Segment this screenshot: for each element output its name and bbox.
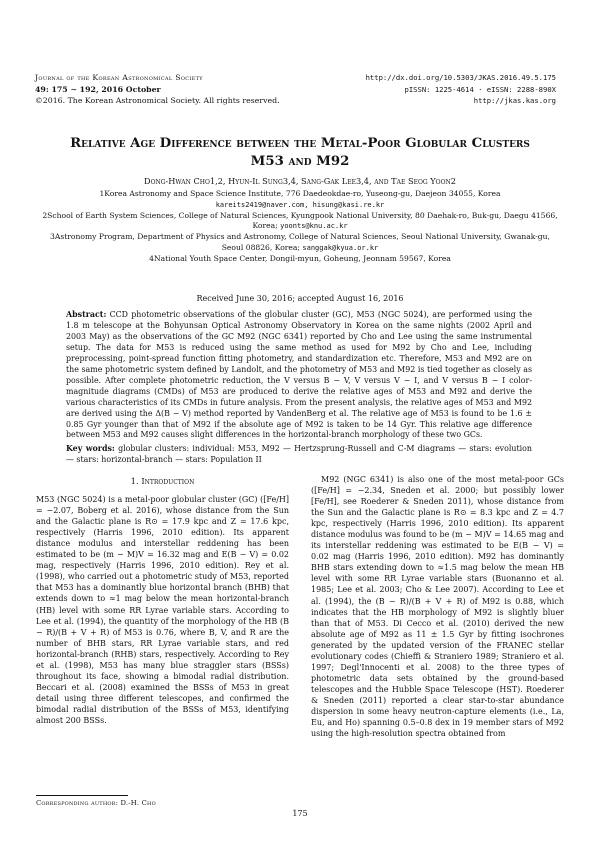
- doi-header: [366, 72, 556, 107]
- author-list: Dong-Hwan Cho1,2, Hyun-Il Sung3,4, Sang-Gak Lee3,4, and Tae Seog Yoon2: [144, 176, 456, 186]
- corresponding-author-footnote: Corresponding author: D.-H. Cho: [36, 799, 156, 807]
- page-number: 175: [292, 809, 308, 818]
- keywords-label: Key words:: [66, 444, 115, 454]
- affiliation-3: [40, 232, 560, 254]
- abstract-paragraph: [66, 310, 532, 441]
- abstract-text: CCD photometric observations of the globular cluster (GC), M53 (NGC 5024), are performed using the 1.8 m telescope at the Bohyunsan Optical Astronomy Observatory in Korea on the same nights (2002 April and 2003 May) as the observations of the GC M92 (NGC 6341) reported by Cho and Lee using the same instrumental setup. The data for M53 is reduced using the same method as used for M92 by Cho and Lee, including preprocessing, point-spread function fitting photometry, and standardization etc. Therefore, M53 and M92 are on the same photometric system defined by Landolt, and the photometry of M53 and M92 is tied together as closely as possible. After complete photometric reduction, the V versus B − V, V versus V − I, and V versus B − I color-magnitude diagrams (CMDs) of M53 are produced to derive the relative ages of M53 and M92 and derive the various characteristics of its CMDs in future analysis. From the present analysis, the relative ages of M53 and M92 are derived using the Δ(B − V) method reported by VandenBerg et al. The relative age of M53 is found to be 1.6 ± 0.85 Gyr younger than that of M92 if the absolute age of M92 is taken to be 14 Gyr. This relative age difference between M53 and M92 causes slight differences in the horizontal-branch morphology of these two GCs.: [66, 310, 532, 440]
- paper-title: Relative Age Difference between the Metal-Poor Globular Clusters M53 and M92: [70, 136, 530, 169]
- intro-paragraph-left: M53 (NGC 5024) is a metal-poor globular cluster (GC) ([Fe/H] = −2.07, Boberg et al. 2016), whose distance from the Sun and the Galactic plane is R⊙ = 17.9 kpc and Z = 17.6 kpc, respectively (Harris 1996, 2010 edition). Its apparent distance modulus and interstellar reddening has been estimated to be (m − M)V = 16.32 mag and E(B − V) = 0.02 mag, respectively (Harris 1996, 2010 edition). Rey et al. (1998), who carried out a photometric study of M53, reported that M53 has a dominantly blue horizontal branch (BHB) that extends down to ≈1 mag below the mean horizontal-branch (HB) level with some RR Lyrae variable stars. According to Lee et al. (1994), the quantity of the morphology of the HB (B − R)/(B + V + R) of M53 is 0.76, where B, V, and R are the number of BHB stars, RR Lyrae variable stars, and red horizontal-branch (RHB) stars, respectively. According to Rey et al. (1998), M53 has many blue straggler stars (BSSs) throughout its face, showing a bimodal radial distribution. Beccari et al. (2008) examined the BSSs of M53 in great detail using three different telescopes, and confirmed the bimodal radial distribution of the BSSs of M53, identifying almost 200 BSSs.: [36, 495, 289, 725]
- affiliation-2-email: yoonts@knu.ac.kr: [280, 222, 348, 231]
- journal-header: [35, 72, 280, 107]
- affiliation-3-text: 3Astronomy Program, Department of Physics and Astronomy, College of Natural Sciences, Seoul National University, Gwanak-gu, Seoul 08826, Korea;: [50, 232, 550, 252]
- keywords-paragraph: [66, 444, 532, 466]
- journal-name: Journal of the Korean Astronomical Society: [35, 73, 203, 82]
- intro-paragraph-right: M92 (NGC 6341) is also one of the most metal-poor GCs ([Fe/H] = −2.34, Sneden et al. 2000; but possibly lower [Fe/H], see Roederer & Sneden 2011), whose distance from the Sun and the Galactic plane is R⊙ = 8.3 kpc and Z = 4.7 kpc, respectively (Harris 1996, 2010 edition). Its apparent distance modulus was found to be (m − M)V = 14.65 mag and its interstellar reddening was estimated to be E(B − V) = 0.02 mag (Harris 1996, 2010 edition). M92 has dominantly BHB stars extending down to ≈1.5 mag below the mean HB level with some RR Lyrae variable stars (Buonanno et al. 1985; Lee et al. 2003; Cho & Lee 2007). According to Lee et al. (1994), the (B − R)/(B + V + R) of M92 is 0.88, which indicates that the HB morphology of M92 is slightly bluer than that of M53. Di Cecco et al. (2010) derived the new absolute age of M92 as 11 ± 1.5 Gyr by fitting isochrones generated by the updated version of the FRANEC stellar evolutionary codes (Chieffi & Straniero 1989; Straniero et al. 1997; Degl'Innocenti et al. 2008) to the three types of photometric data sets obtained by the ground-based telescopes and the Hubble Space Telescope (HST). Roederer & Sneden (2011) reported a clear star-to-star abundance dispersion in some heavy neutron-capture elements (i.e., La, Eu, and Ho) spanning 0.5–0.8 dex in 19 member stars of M92 using the high-resolution spectra obtained from: [311, 475, 564, 739]
- affiliations: [40, 189, 560, 265]
- section-heading-introduction: 1. Introduction: [130, 476, 195, 486]
- doi-link[interactable]: http://dx.doi.org/10.5303/JKAS.2016.49.5.175: [365, 73, 556, 82]
- affiliation-2-text: 2School of Earth System Sciences, College of Natural Sciences, Kyungpook National University, 80 Daehak-ro, Buk-gu, Daegu 41566, Korea;: [42, 210, 558, 231]
- right-column: [311, 474, 564, 739]
- affiliation-4: 4National Youth Space Center, Dongil-myun, Goheung, Jeonnam 59567, Korea: [149, 253, 451, 263]
- affiliation-2: [40, 211, 560, 233]
- copyright-notice: ©2016. The Korean Astronomical Society. All rights reserved.: [35, 96, 280, 105]
- received-dates: Received June 30, 2016; accepted August 16, 2016: [196, 294, 404, 303]
- abstract-label: Abstract:: [66, 310, 107, 319]
- journal-url[interactable]: http://jkas.kas.org: [473, 96, 556, 105]
- affiliation-3-email: sanggak@kyua.or.kr: [302, 243, 379, 252]
- footnote-rule: [36, 795, 128, 796]
- affiliation-1: 1Korea Astronomy and Space Science Institute, 776 Daedeokdae-ro, Yuseong-gu, Daejeon 34055, Korea: [99, 189, 501, 198]
- abstract-block: [66, 310, 532, 466]
- keywords-text: globular clusters: individual: M53, M92 — Hertzsprung-Russell and C-M diagrams — stars: evolution — stars: horizontal-branch — stars: Population II: [66, 444, 532, 465]
- volume-pages: 49: 175 ∼ 192, 2016 October: [35, 84, 161, 94]
- left-column: [36, 476, 289, 726]
- affiliation-1-email: kareits2419@naver.com, hisung@kasi.re.kr: [215, 200, 385, 209]
- issn-text: pISSN: 1225-4614 · eISSN: 2288-890X: [404, 84, 556, 94]
